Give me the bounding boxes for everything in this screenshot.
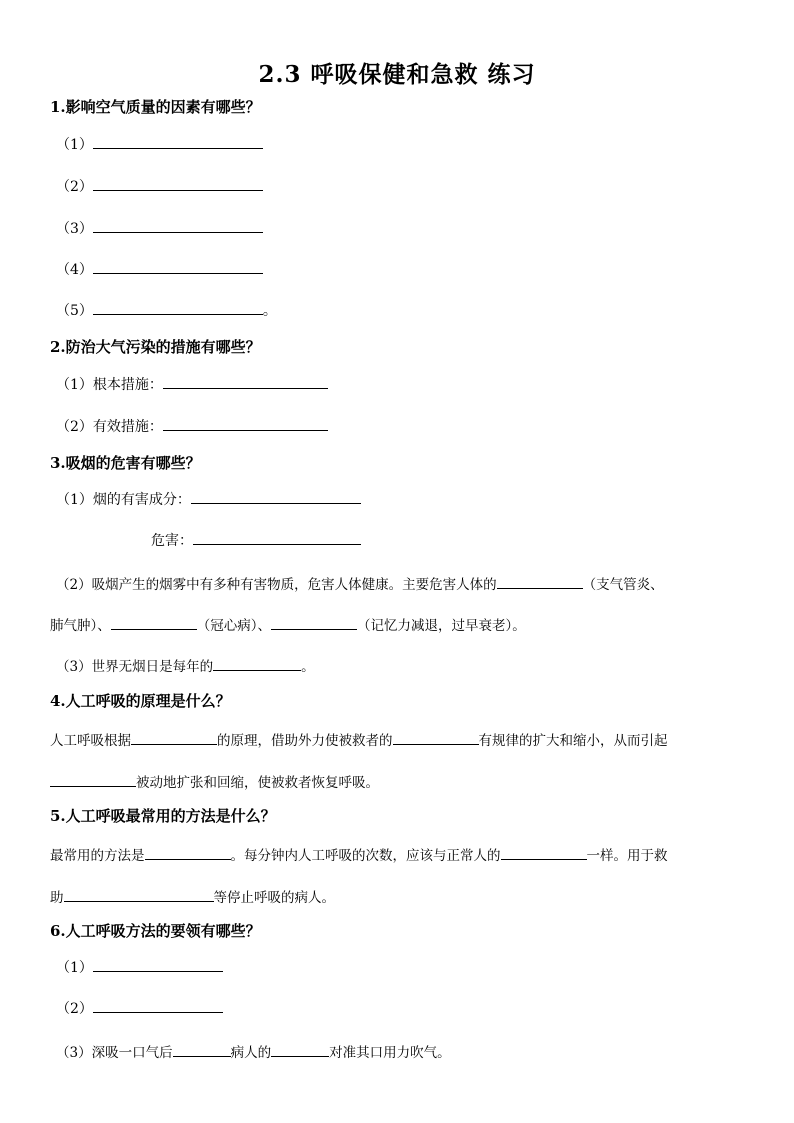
end-mark: 。	[262, 303, 277, 319]
q5-answer-line-2	[50, 886, 335, 906]
text-segment: 被动地扩张和回缩，使被救者恢复呼吸。	[136, 775, 379, 791]
text-segment: 一样。用于救	[586, 848, 668, 864]
answer-blank[interactable]	[163, 416, 328, 431]
q1-item-1	[56, 134, 263, 154]
q6-item-3	[56, 1041, 451, 1061]
q1-item-4	[56, 259, 263, 279]
text-segment: 有规律的扩大和缩小，从而引起	[478, 733, 668, 749]
text-segment: （3）世界无烟日是每年的	[56, 659, 214, 675]
item-number: （5）	[56, 303, 93, 319]
answer-blank[interactable]	[393, 730, 479, 745]
q3-item-2-line-2	[50, 614, 526, 634]
answer-blank[interactable]	[163, 374, 328, 389]
question-1: 1.影响空气质量的因素有哪些？	[50, 98, 261, 116]
q6-item-2	[56, 998, 223, 1018]
answer-blank[interactable]	[145, 845, 231, 860]
text-segment: 病人的	[230, 1045, 272, 1061]
answer-blank[interactable]	[64, 887, 214, 902]
text-segment: 对准其口用力吹气。	[329, 1045, 451, 1061]
item-number: （1）	[56, 137, 93, 153]
q4-answer-line-1	[50, 729, 668, 749]
question-2: 2.防治大气污染的措施有哪些？	[50, 338, 261, 356]
q3-harm	[151, 530, 361, 550]
answer-blank[interactable]	[93, 134, 263, 149]
answer-blank[interactable]	[271, 615, 357, 630]
q4-answer-line-2	[50, 771, 379, 791]
answer-blank[interactable]	[193, 530, 361, 545]
answer-blank[interactable]	[191, 489, 361, 504]
item-label: （1）根本措施：	[56, 377, 163, 393]
item-number: （2）	[56, 179, 93, 195]
question-6: 6.人工呼吸方法的要领有哪些？	[50, 922, 261, 940]
text-segment: 肺气肿）、	[50, 618, 111, 634]
text-segment: 的原理，借助外力使被救者的	[217, 733, 393, 749]
answer-blank[interactable]	[173, 1042, 231, 1057]
answer-blank[interactable]	[213, 656, 301, 671]
answer-blank[interactable]	[497, 574, 583, 589]
answer-blank[interactable]	[131, 730, 217, 745]
q2-item-1	[56, 374, 328, 394]
answer-blank[interactable]	[93, 176, 263, 191]
text-segment: 最常用的方法是	[50, 848, 145, 864]
answer-blank[interactable]	[501, 845, 587, 860]
text-segment: （记忆力减退，过早衰老）。	[357, 618, 526, 634]
text-segment: 等停止呼吸的病人。	[213, 890, 335, 906]
answer-blank[interactable]	[111, 615, 197, 630]
item-number: （3）	[56, 221, 93, 237]
item-label: （2）有效措施：	[56, 419, 163, 435]
question-5: 5.人工呼吸最常用的方法是什么？	[50, 807, 276, 825]
item-label: （1）烟的有害成分：	[56, 492, 191, 508]
q2-item-2	[56, 416, 328, 436]
answer-blank[interactable]	[93, 300, 263, 315]
question-3: 3.吸烟的危害有哪些？	[50, 454, 201, 472]
q3-item-3	[56, 655, 315, 675]
item-label: 危害：	[151, 533, 193, 549]
q1-item-3	[56, 218, 263, 238]
q3-item-1	[56, 489, 361, 509]
q5-answer-line-1	[50, 844, 668, 864]
text-segment: 助	[50, 890, 64, 906]
answer-blank[interactable]	[93, 998, 223, 1013]
q3-item-2-line-1	[56, 573, 664, 593]
answer-blank[interactable]	[93, 957, 223, 972]
text-segment: 。	[301, 659, 315, 675]
answer-blank[interactable]	[93, 218, 263, 233]
item-number: （1）	[56, 960, 93, 976]
q1-item-5	[56, 300, 277, 320]
page-title: 2.3 呼吸保健和急救 练习	[258, 61, 536, 88]
text-segment: （冠心病）、	[196, 618, 271, 634]
text-segment: （3）深吸一口气后	[56, 1045, 173, 1061]
text-segment: （2）吸烟产生的烟雾中有多种有害物质，危害人体健康。主要危害人体的	[56, 577, 497, 593]
answer-blank[interactable]	[50, 772, 136, 787]
answer-blank[interactable]	[271, 1042, 329, 1057]
q6-item-1	[56, 957, 223, 977]
item-number: （2）	[56, 1001, 93, 1017]
item-number: （4）	[56, 262, 93, 278]
answer-blank[interactable]	[93, 259, 263, 274]
text-segment: （支气管炎、	[582, 577, 664, 593]
text-segment: 人工呼吸根据	[50, 733, 131, 749]
q1-item-2	[56, 176, 263, 196]
question-4: 4.人工呼吸的原理是什么？	[50, 692, 231, 710]
text-segment: 。每分钟内人工呼吸的次数，应该与正常人的	[230, 848, 501, 864]
